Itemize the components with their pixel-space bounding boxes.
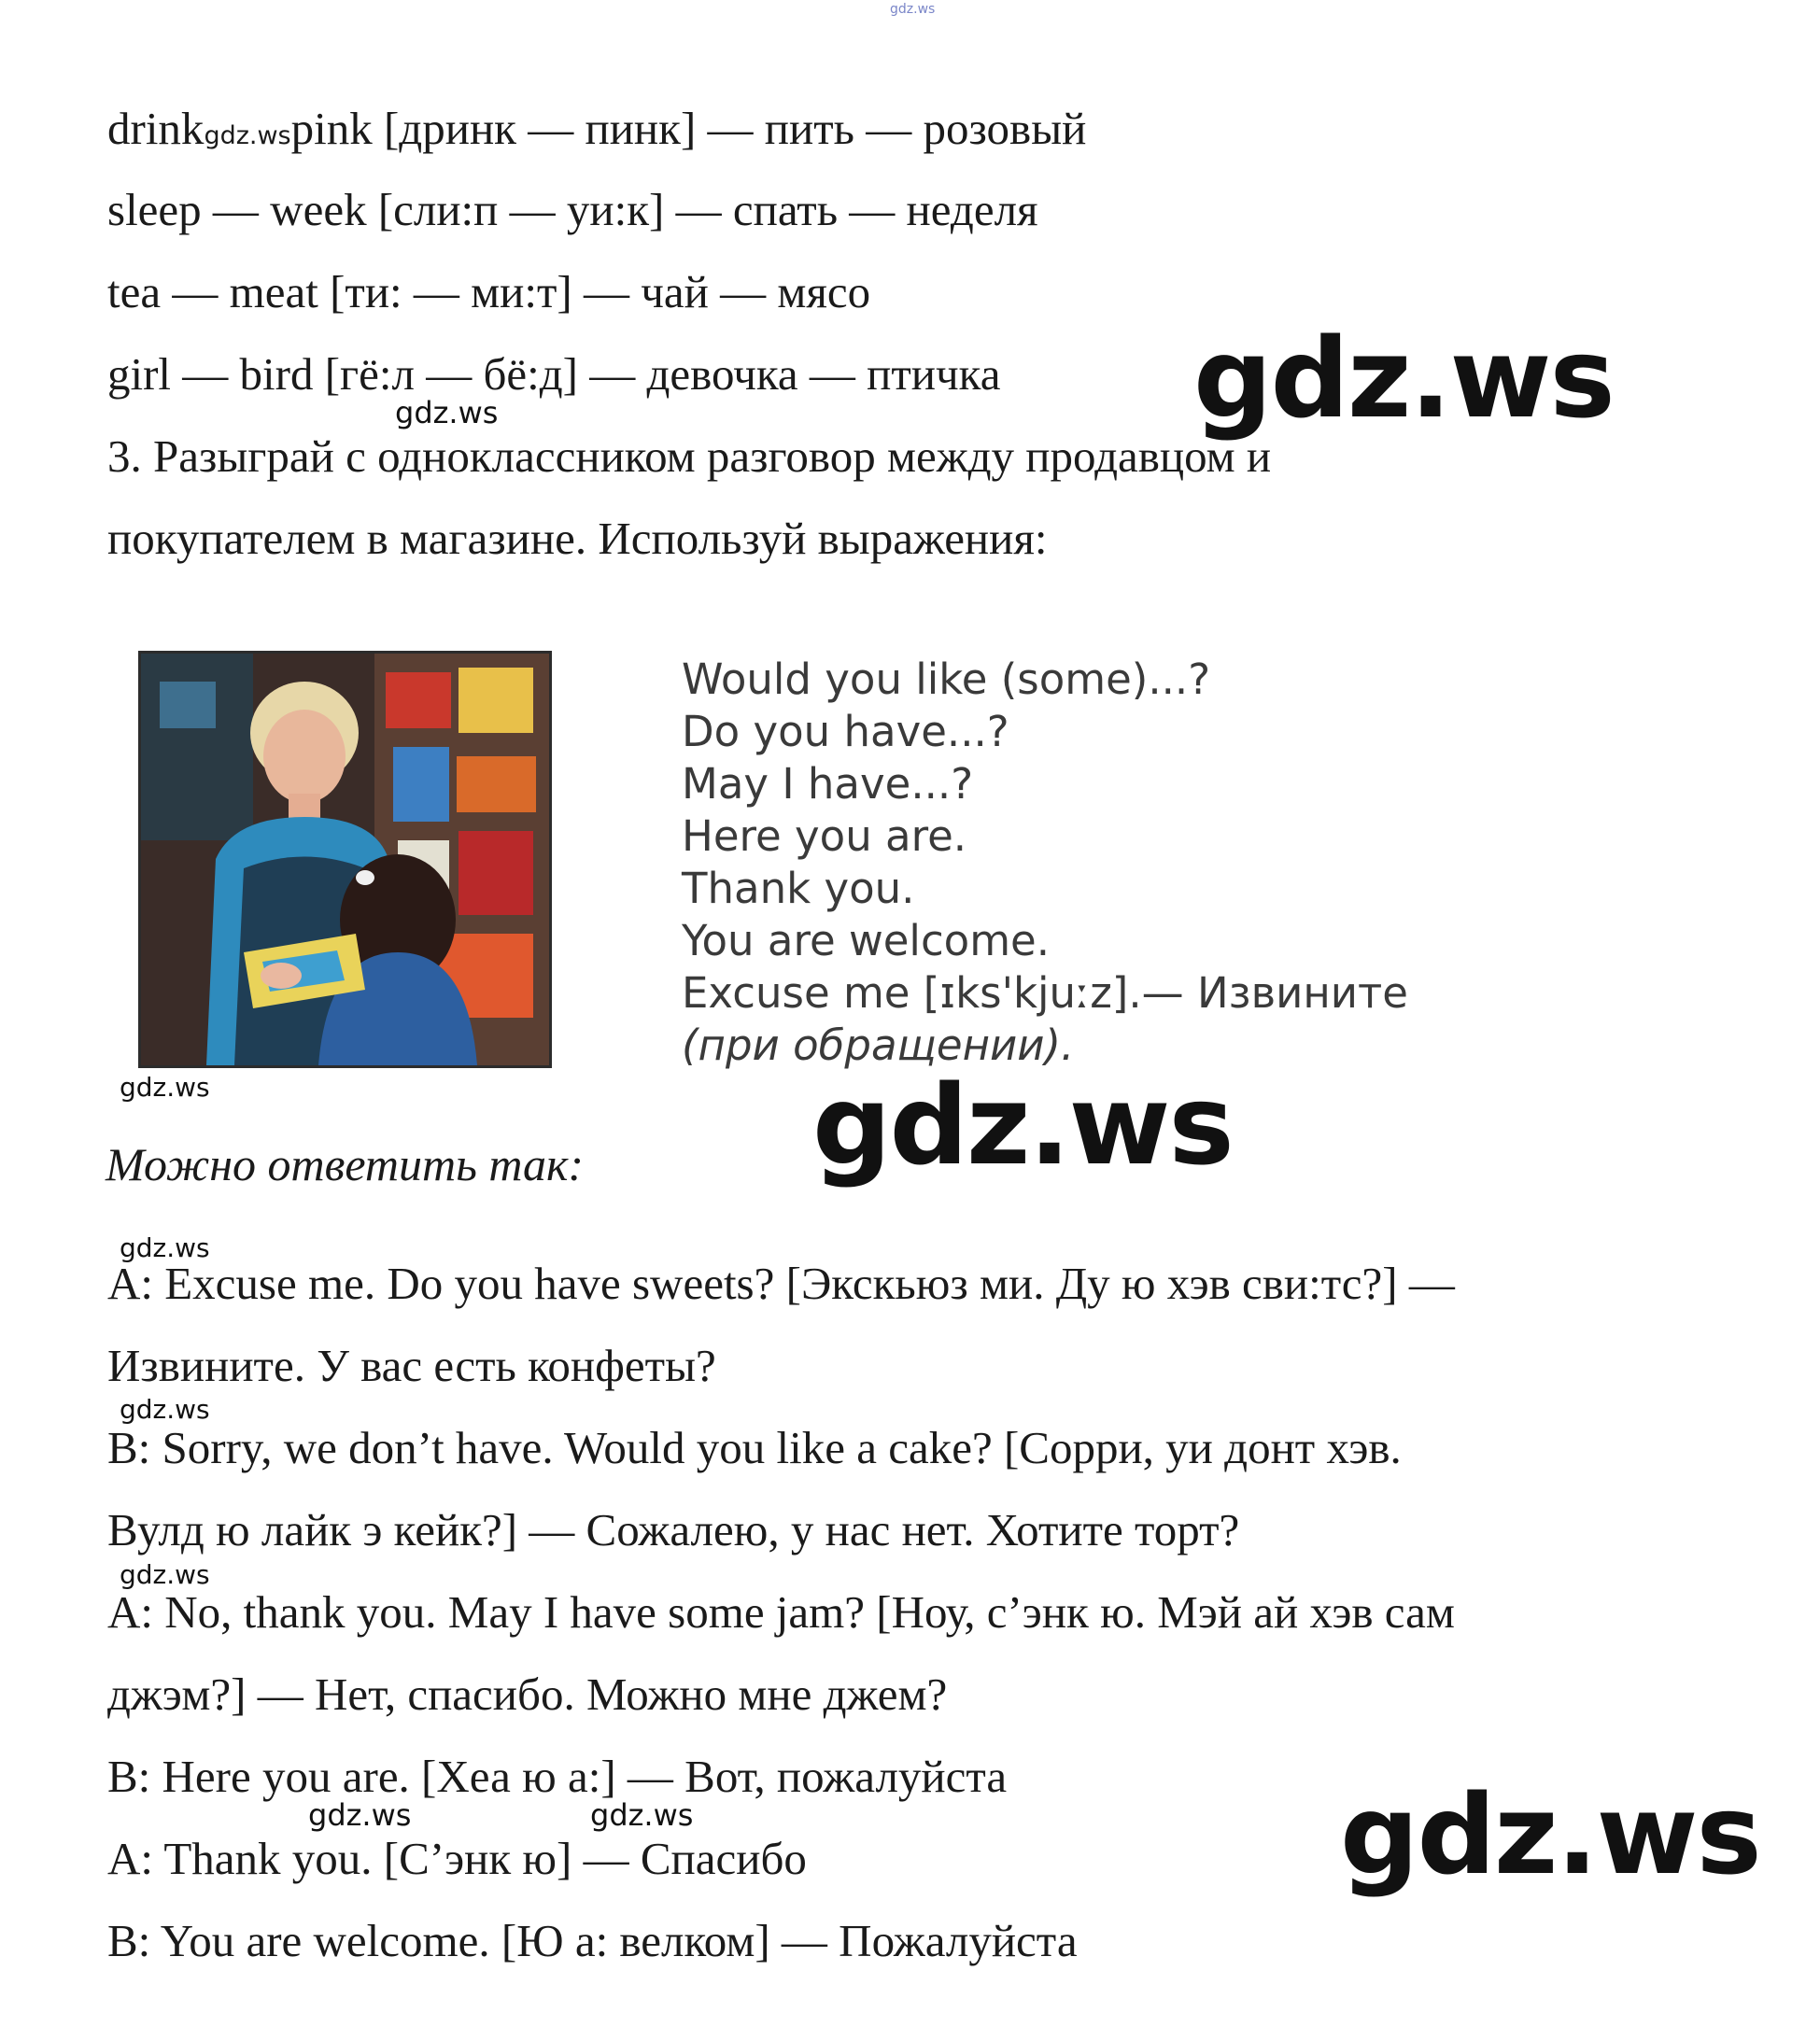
dialogue-line-6: джэм?] — Нет, спасибо. Можно мне джем? bbox=[107, 1668, 948, 1720]
dialogue-line-8: A: Thank you. [С’энк ю] — Спасибо bbox=[107, 1833, 807, 1884]
phrase-2: Do you have...? bbox=[682, 707, 1009, 756]
dialogue-line-4: Вулд ю лайк э кейк?] — Сожалею, у нас нет. Хотите торт? bbox=[107, 1504, 1240, 1555]
answer-label: Можно ответить так: bbox=[106, 1138, 585, 1190]
watermark-small-4: gdz.ws bbox=[120, 1394, 210, 1425]
shop-illustration bbox=[141, 654, 549, 1065]
dialogue-line-2: Извините. У вас есть конфеты? bbox=[107, 1340, 716, 1391]
dialogue-line-1: A: Excuse me. Do you have sweets? [Экскьюз ми. Ду ю хэв сви:тс?] — bbox=[107, 1258, 1455, 1309]
phrase-3: May I have...? bbox=[682, 759, 974, 809]
watermark-small-6: gdz.ws bbox=[308, 1797, 412, 1833]
dialogue-line-9: B: You are welcome. [Ю а: велком] — Пожалуйста bbox=[107, 1915, 1078, 1966]
vocab-line-3: tea — meat [ти: — ми:т] — чай — мясо bbox=[107, 266, 871, 317]
watermark-small-3: gdz.ws bbox=[120, 1232, 210, 1263]
phrase-4: Here you are. bbox=[682, 811, 967, 861]
watermark-small-2: gdz.ws bbox=[120, 1072, 210, 1103]
watermark-small-5: gdz.ws bbox=[120, 1559, 210, 1590]
watermark-inline: gdz.ws bbox=[204, 121, 291, 150]
phrase-5: Thank you. bbox=[682, 864, 915, 913]
phrases-box bbox=[682, 654, 1408, 1072]
task-line-2: покупателем в магазине. Используй выражения: bbox=[107, 513, 1048, 564]
watermark-small-7: gdz.ws bbox=[590, 1797, 694, 1833]
phrase-7: Excuse me [ɪks'kjuːz].— Извините bbox=[682, 968, 1408, 1018]
vocab-rest: pink [дринк — пинк] — пить — розовый bbox=[290, 103, 1087, 154]
vocab-line-1 bbox=[107, 101, 1086, 164]
task-line-1: 3. Разыграй с одноклассником разговор между продавцом и bbox=[107, 430, 1272, 482]
phrase-1: Would you like (some)...? bbox=[682, 655, 1211, 704]
phrase-6: You are welcome. bbox=[682, 916, 1051, 965]
vocab-line-2: sleep — week [сли:п — уи:к] — спать — неделя bbox=[107, 184, 1038, 235]
vocab-line-4: girl — bird [гё:л — бё:д] — девочка — птичка bbox=[107, 348, 1001, 400]
watermark-top: gdz.ws bbox=[890, 2, 936, 17]
shop-photo bbox=[138, 651, 552, 1068]
dialogue-line-5: A: No, thank you. May I have some jam? [Ноу, с’энк ю. Мэй ай хэв сам bbox=[107, 1586, 1455, 1638]
vocab-word: drink bbox=[107, 103, 205, 154]
watermark-large-3: gdz.ws bbox=[1340, 1770, 1760, 1899]
watermark-large-2: gdz.ws bbox=[812, 1061, 1233, 1189]
watermark-small-1: gdz.ws bbox=[395, 395, 499, 430]
dialogue-line-7: B: Here you are. [Хеа ю а:] — Вот, пожалуйста bbox=[107, 1751, 1008, 1802]
dialogue-line-3: B: Sorry, we don’t have. Would you like a cake? [Сорри, уи донт хэв. bbox=[107, 1422, 1402, 1473]
phrase-8: (при обращении). bbox=[682, 1020, 1075, 1070]
watermark-large-1: gdz.ws bbox=[1193, 314, 1614, 443]
